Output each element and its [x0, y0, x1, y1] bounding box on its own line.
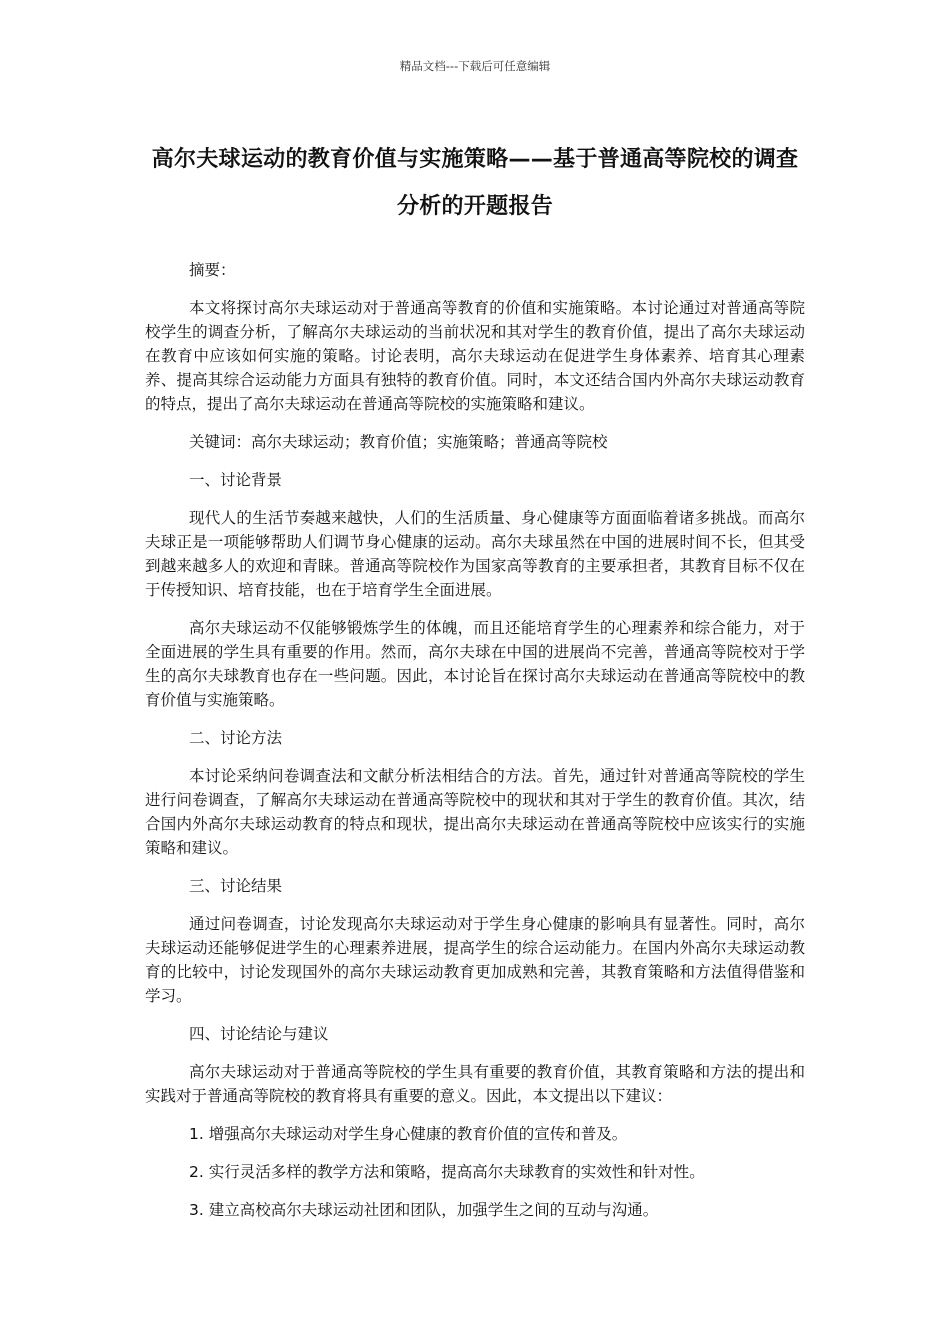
abstract-label: 摘要： — [189, 261, 236, 279]
header-note: 精品文档---下载后可任意编辑 — [399, 59, 551, 73]
section-heading-background: 一、讨论背景 — [189, 471, 283, 489]
abstract-paragraph: 本文将探讨高尔夫球运动对于普通高等教育的价值和实施策略。本讨论通过对普通高等院校学生的调查分析，了解高尔夫球运动的当前状况和其对学生的教育价值，提出了高尔夫球运动在教育中应该如何实施的策略。讨论表明，高尔夫球运动在促进学生身体素养、培育其心理素养、提高其综合运动能力方面具有独特的教育价值。同时，本文还结合国内外高尔夫球运动教育的特点，提出了高尔夫球运动在普通高等院校的实施策略和建议。 — [145, 299, 805, 413]
keywords-line: 关键词：高尔夫球运动；教育价值；实施策略；普通高等院校 — [189, 433, 608, 451]
document-title: 高尔夫球运动的教育价值与实施策略——基于普通高等院校的调查分析的开题报告 — [151, 147, 799, 219]
conclusion-paragraph-1: 高尔夫球运动对于普通高等院校的学生具有重要的教育价值，其教育策略和方法的提出和实践对于普通高等院校的教育将具有重要的意义。因此，本文提出以下建议： — [145, 1063, 805, 1105]
recommendation-item: 3. 建立高校高尔夫球运动社团和团队，加强学生之间的互动与沟通。 — [189, 1201, 659, 1219]
background-paragraph-2: 高尔夫球运动不仅能够锻炼学生的体魄，而且还能培育学生的心理素养和综合能力，对于全面进展的学生具有重要的作用。然而，高尔夫球在中国的进展尚不完善，普通高等院校对于学生的高尔夫球教育也存在一些问题。因此，本讨论旨在探讨高尔夫球运动在普通高等院校中的教育价值与实施策略。 — [145, 619, 805, 709]
background-paragraph-1: 现代人的生活节奏越来越快，人们的生活质量、身心健康等方面面临着诸多挑战。而高尔夫球正是一项能够帮助人们调节身心健康的运动。高尔夫球虽然在中国的进展时间不长，但其受到越来越多人的欢迎和青睐。普通高等院校作为国家高等教育的主要承担者，其教育目标不仅在于传授知识、培育技能，也在于培育学生全面进展。 — [145, 509, 805, 599]
method-paragraph-1: 本讨论采纳问卷调查法和文献分析法相结合的方法。首先，通过针对普通高等院校的学生进行问卷调查，了解高尔夫球运动在普通高等院校中的现状和其对于学生的教育价值。其次，结合国内外高尔夫球运动教育的特点和现状，提出高尔夫球运动在普通高等院校中应该实行的实施策略和建议。 — [145, 767, 805, 857]
section-heading-results: 三、讨论结果 — [189, 877, 283, 895]
document-body — [145, 258, 805, 1236]
section-heading-conclusion: 四、讨论结论与建议 — [189, 1025, 329, 1043]
section-heading-method: 二、讨论方法 — [189, 729, 283, 747]
results-paragraph-1: 通过问卷调查，讨论发现高尔夫球运动对于学生身心健康的影响具有显著性。同时，高尔夫球运动还能够促进学生的心理素养进展，提高学生的综合运动能力。在国内外高尔夫球运动教育的比较中，讨论发现国外的高尔夫球运动教育更加成熟和完善，其教育策略和方法值得借鉴和学习。 — [145, 915, 805, 1005]
recommendation-item: 2. 实行灵活多样的教学方法和策略，提高高尔夫球教育的实效性和针对性。 — [189, 1163, 705, 1181]
recommendation-item: 1. 增强高尔夫球运动对学生身心健康的教育价值的宣传和普及。 — [189, 1125, 628, 1143]
